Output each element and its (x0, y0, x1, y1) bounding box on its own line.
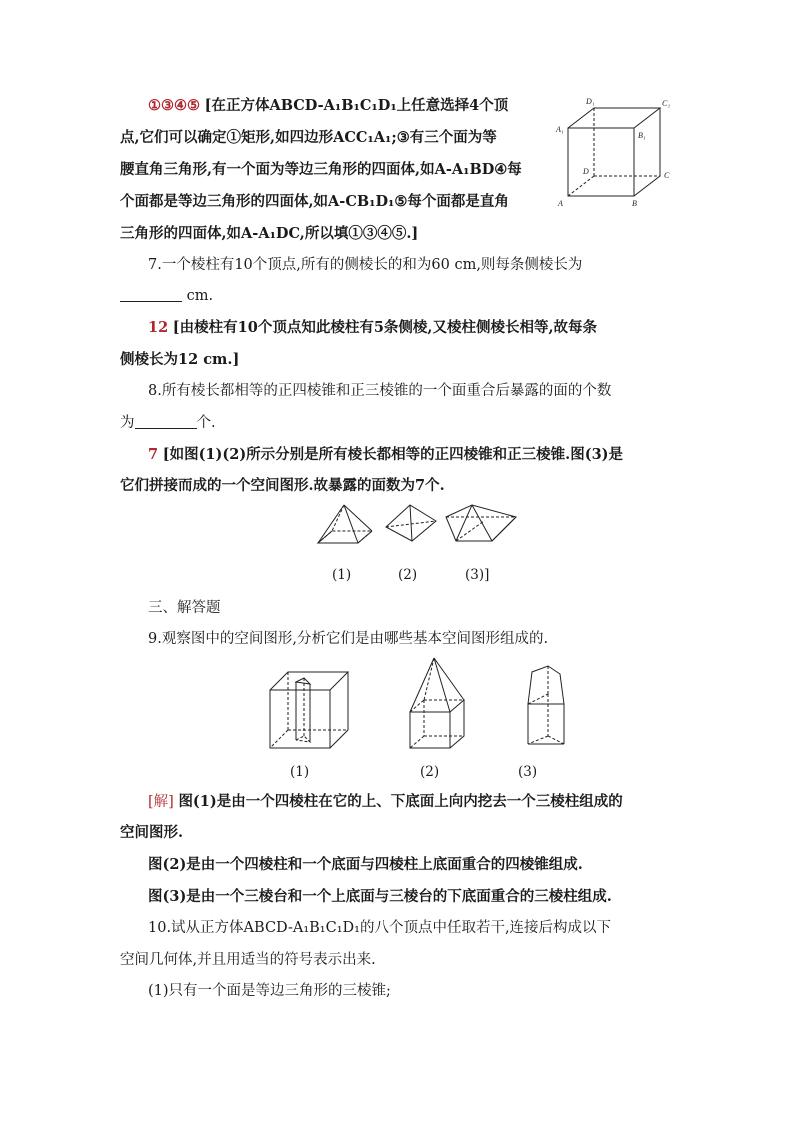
prism-hollow-figure (268, 668, 353, 750)
cube-right-edges (634, 108, 660, 196)
q9-solution-line-1: [解] 图(1)是由一个四棱柱在它的上、下底面上向内挖去一个三棱柱组成的 (148, 793, 623, 810)
q9-solution-line-4: 图(3)是由一个三棱台和一个上底面与三棱台的下底面重合的三棱柱组成. (148, 888, 612, 905)
q6-solution-line-5: 三角形的四面体,如A-A₁DC,所以填①③④⑤.] (120, 225, 419, 242)
cube-label-b: B (632, 199, 637, 208)
cube-figure (556, 96, 676, 211)
q9-caption-2: (2) (420, 764, 440, 780)
q6-solution-line-1: ①③④⑤ [在正方体ABCD-A₁B₁C₁D₁上任意选择4个顶 (148, 97, 509, 114)
cube-label-c: C (664, 171, 670, 180)
q9-text-line-1: 9.观察图中的空间图形,分析它们是由哪些基本空间图形组成的. (148, 631, 549, 647)
q8-caption-1: (1) (332, 567, 352, 583)
q10-text-line-1: 10.试从正方体ABCD-A₁B₁C₁D₁的八个顶点中任取若干,连接后构成以下 (148, 920, 612, 936)
q8-text-line-1: 8.所有棱长都相等的正四棱锥和正三棱锥的一个面重合后暴露的面的个数 (148, 383, 612, 399)
q7-text-line-1: 7.一个棱柱有10个顶点,所有的侧棱长的和为60 cm,则每条侧棱长为 (148, 257, 583, 273)
q8-caption-3: (3)] (465, 567, 490, 583)
q7-solution-line-1: 12 [由棱柱有10个顶点知此棱柱有5条侧棱,又棱柱侧棱长相等,故每条 (148, 319, 598, 336)
q9-caption-3: (3) (518, 764, 538, 780)
q6-solution-line-4: 个面都是等边三角形的四面体,如A-CB₁D₁⑤每个面都是直角 (120, 193, 509, 210)
cube-label-d1: D₁ (586, 97, 595, 106)
q6-solution-line-3: 腰直角三角形,有一个面为等边三角形的四面体,如A-A₁BD④每 (120, 161, 522, 178)
q10-text-line-3: (1)只有一个面是等边三角形的三棱锥; (148, 983, 391, 999)
q7-solution-line-2: 侧棱长为12 cm.] (120, 351, 240, 368)
cube-front-face (568, 128, 634, 196)
q7-text-line-2: cm. (120, 286, 213, 306)
q9-solution-line-2: 空间图形. (120, 824, 184, 841)
prism-pyramid-figure (408, 656, 468, 750)
hollow-triangle-top (296, 678, 310, 684)
q8-solution-line-2: 它们拼接而成的一个空间图形.故暴露的面数为7个. (120, 477, 445, 494)
q6-answer: ①③④⑤ (148, 97, 200, 114)
cube-hidden-edge-3 (568, 176, 594, 196)
q8-blank (135, 414, 197, 429)
q8-caption-2: (2) (398, 567, 418, 583)
section-header: 三、解答题 (148, 600, 221, 616)
q8-answer: 7 (148, 446, 159, 463)
cube-label-c1: C₁ (662, 99, 671, 108)
q9-solution-label: [解] (148, 794, 174, 810)
cube-label-b1: B₁ (638, 131, 646, 140)
q10-text-line-2: 空间几何体,并且用适当的符号表示出来. (120, 952, 376, 968)
cube-top-face (568, 108, 660, 128)
cube-label-a: A (558, 199, 563, 208)
q9-caption-1: (1) (290, 764, 310, 780)
q9-solution-line-3: 图(2)是由一个四棱柱和一个底面与四棱柱上底面重合的四棱锥组成. (148, 856, 583, 873)
cube-label-d: D (583, 167, 589, 176)
frustum-prism-figure (524, 664, 576, 750)
q7-answer: 12 (148, 319, 169, 336)
q8-solution-line-1: 7 [如图(1)(2)所示分别是所有棱长都相等的正四棱锥和正三棱锥.图(3)是 (148, 446, 624, 463)
q7-blank (120, 287, 182, 302)
square-pyramid-figure (316, 503, 376, 548)
pyramid-base (318, 531, 372, 543)
cube-label-a1: A₁ (556, 125, 564, 134)
pyramid-base-visible (318, 531, 372, 543)
combined-figure (444, 503, 519, 548)
q6-solution-line-2: 点,它们可以确定①矩形,如四边形ACC₁A₁;③有三个面为等 (120, 129, 497, 146)
q8-text-line-2: 为 个. (120, 415, 216, 431)
triangular-pyramid-figure (384, 503, 439, 548)
